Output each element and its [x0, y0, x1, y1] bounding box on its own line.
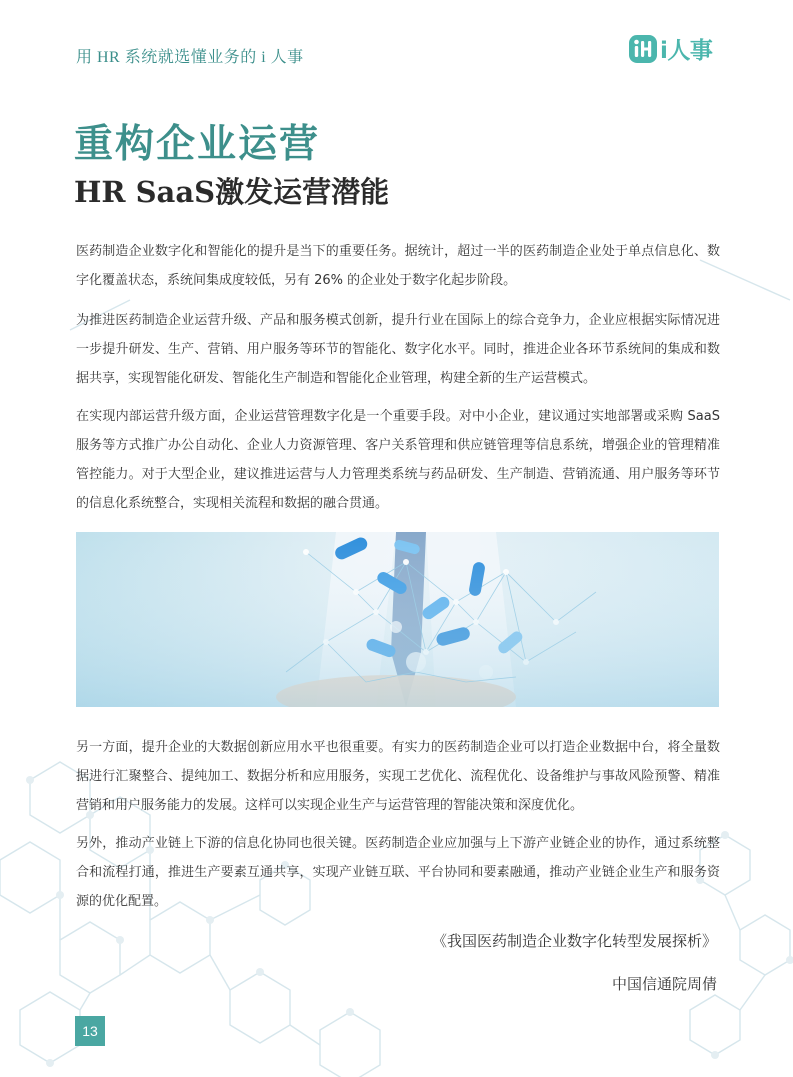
source-citation: 《我国医药制造企业数字化转型发展探析》 — [431, 932, 717, 950]
capsules-photo — [76, 532, 719, 707]
ihr-logo-icon — [628, 34, 658, 64]
page-title: 重构企业运营 — [74, 121, 321, 167]
logo-text: i人事 — [660, 38, 713, 64]
paragraph-4: 另一方面，提升企业的大数据创新应用水平也很重要。有实力的医药制造企业可以打造企业数据中台，将全量数据进行汇聚整合、提纯加工、数据分析和应用服务，实现工艺优化、流程优化、设备维护与事故风险预警、精准营销和用户服务能力的发展。这样可以实现企业生产与运营管理的智能决策和深度优化。 — [76, 740, 720, 813]
brand-logo — [628, 32, 712, 65]
page-number-badge: 13 — [75, 1016, 105, 1046]
paragraph-1: 医药制造企业数字化和智能化的提升是当下的重要任务。据统计，超过一半的医药制造企业处于单点信息化、数字化覆盖状态，系统间集成度较低，另有 26% 的企业处于数字化起步阶段。 — [76, 244, 720, 288]
source-author: 中国信通院周倩 — [611, 975, 717, 993]
header-tagline: 用 HR 系统就选懂业务的 i 人事 — [76, 49, 304, 66]
paragraph-3: 在实现内部运营升级方面，企业运营管理数字化是一个重要手段。对中小企业，建议通过实地部署或采购 SaaS 服务等方式推广办公自动化、企业人力资源管理、客户关系管理和供应链管理等信息系统，增强企业的管理精准管控能力。对于大型企业，建议推进运营与人力管理类系统与药品研发、生产制造、营销流通、用户服务等环节的信息化系统整合，实现相关流程和数据的融合贯通。 — [76, 409, 720, 511]
page-subtitle: HR SaaS激发运营潜能 — [74, 175, 390, 209]
paragraph-2: 为推进医药制造企业运营升级、产品和服务模式创新，提升行业在国际上的综合竞争力，企业应根据实际情况进一步提升研发、生产、营销、用户服务等环节的智能化、数字化水平。同时，推进企业各环节系统间的集成和数据共享，实现智能化研发、智能化生产制造和智能化企业管理，构建全新的生产运营模式。 — [76, 313, 720, 386]
paragraph-5: 另外，推动产业链上下游的信息化协同也很关键。医药制造企业应加强与上下游产业链企业的协作，通过系统整合和流程打通，推进生产要素互通共享，实现产业链互联、平台协同和要素融通，推动产业链企业生产和服务资源的优化配置。 — [76, 836, 720, 909]
